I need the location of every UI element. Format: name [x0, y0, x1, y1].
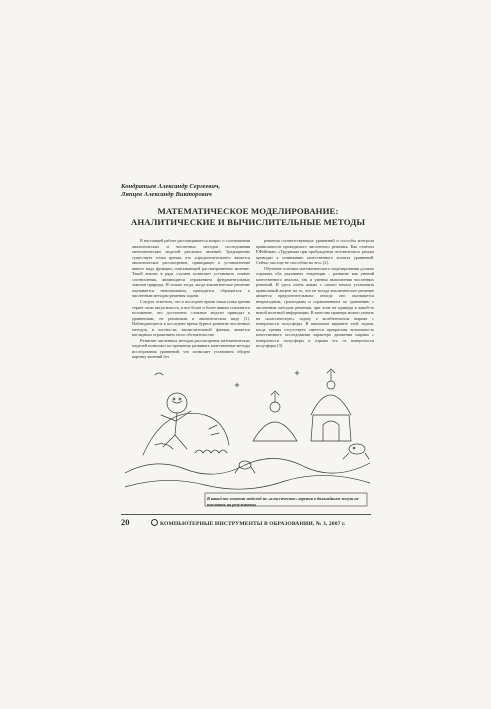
title-line: МАТЕМАТИЧЕСКОЕ МОДЕЛИРОВАНИЕ:: [157, 206, 339, 216]
illustration-caption: В какой-то момент моделей не «классическое» трения в дальнейшем могут не повлиять на результаты.: [207, 496, 359, 507]
author-name: Кондратьев Александр Сергеевич,: [121, 183, 221, 190]
journal-footer: [151, 519, 373, 527]
footer-divider: [121, 514, 371, 515]
paragraph: Следует отметить, что в последнее время такая точка зрения теряет свою актуальность, и все более и более явным становится положение, что достаточно сложные модели приводят к уравнениям, не решаемым в аналитическом виде [1]. Наблюдающееся в последнее время бурное развитие численных методов, в частности, вычислительной физики, является наглядным отражением этого обстоятельства.: [132, 299, 250, 338]
author-name: Ляпцев Александр Викторович: [121, 191, 212, 199]
paragraph: решения соответствующих уравнений и способы контроля правильности проводимого численного решения. Как отмечал Р.Фейнман, «Трудными при пробуждении человеческого разума приводит к пониманию качественного аспекта уравнений. Сейчас мы еще не способны на это» [2].: [256, 238, 374, 266]
paragraph: Развитие численных методов рассмотрения математических моделей позволяет по-прежнему развивать качественные методы исследования уравнений, что позволяет установить общую картину явлений без: [132, 337, 250, 360]
cartoon-illustration: [125, 345, 370, 507]
title-line: АНАЛИТИЧЕСКИЕ И ВЫЧИСЛИТЕЛЬНЫЕ МЕТОДЫ: [130, 217, 366, 227]
page-number: 20: [121, 517, 130, 527]
authors-block: [121, 183, 371, 199]
article-title: [121, 206, 375, 228]
journal-name: КОМПЬЮТЕРНЫЕ ИНСТРУМЕНТЫ В ОБРАЗОВАНИИ, № 3, 2007 г.: [160, 521, 346, 527]
journal-logo-icon: [151, 519, 158, 526]
paragraph: Обучение основам математического моделирования должно отражать оба указанных тенденции – развитие как умений качественного анализа, так и умения выполнения численных решений. И здесь очень важно с самого начала установить правильный акцент на то, что не всегда аналитическое решение является предпочтительным: иногда оно оказывается непригодным, громоздким и ограниченным по сравнению с численным методом решения, при этом не приводя к какой-то новой полезной информации. В качестве примера можно указать на «классическую» задачу о колебательном шарике с поверхности полусферы. В школьном варианте этой задачи, когда трения отсутствует, имеется прекрасная возможность качественного исследования характера движения шарика с поверхности полусферы и отрыва его от поверхности полусферы [3].: [256, 265, 374, 349]
paragraph: В настоящей работе рассматривается вопрос о соотношении аналитических и численных методов исследования математических моделей реальных явлений. Традиционно существует точка зрения, что «предпочтительнее» является аналитическое рассмотрение, приводящее к установлению явного вида функции, описывающей рассматриваемое явление. Такой анализ в ряде случаев позволяет установить точные соотношения, являющиеся отражением фундаментальных законов природы. И только тогда, когда аналитическое решение оказывается невозможным, приходится обращаться к численным методам решения задачи.: [132, 238, 250, 299]
